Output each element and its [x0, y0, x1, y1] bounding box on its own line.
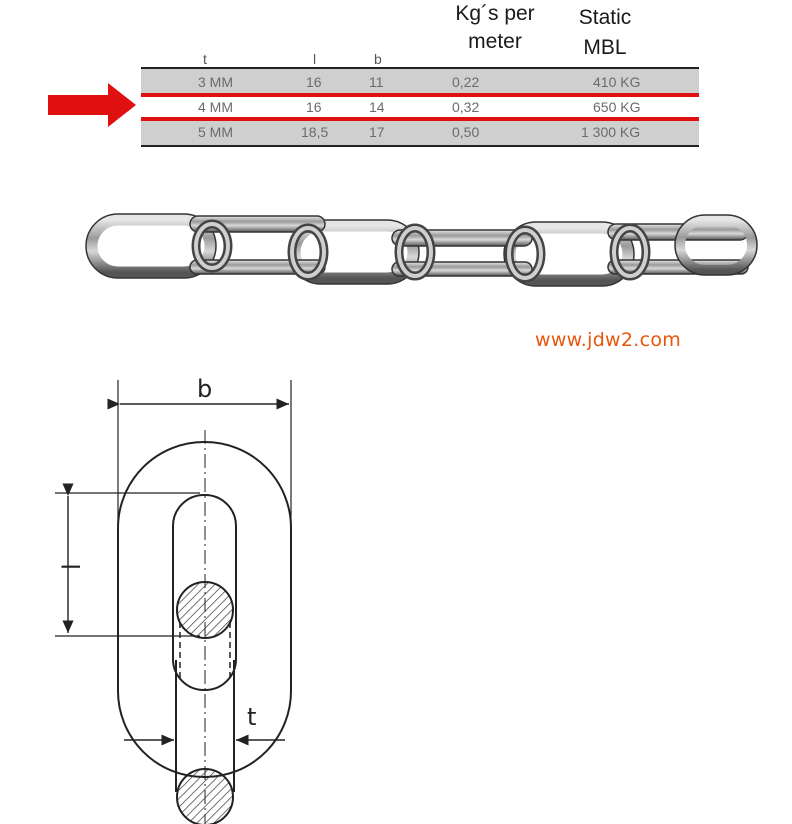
label-l: l	[58, 563, 86, 570]
cell-b: 11	[369, 74, 384, 90]
cell-t: 5 MM	[198, 124, 233, 140]
chain-link-photo	[80, 190, 760, 300]
header-t: t	[203, 51, 207, 67]
website-url: www.jdw2.com	[535, 329, 682, 351]
header-mbl-line1: Static	[578, 6, 632, 29]
header-kg-line2: meter	[468, 30, 522, 53]
header-mbl-line2: MBL	[583, 36, 627, 59]
cell-b: 17	[369, 124, 385, 140]
right-arrow-icon	[48, 83, 138, 127]
cell-mbl: 650 KG	[593, 99, 641, 115]
header-kg-line1: Kg´s per	[455, 2, 535, 25]
label-t: t	[247, 703, 257, 731]
cell-b: 14	[369, 99, 385, 115]
label-b: b	[197, 375, 213, 403]
table-bottom-rule	[141, 145, 699, 147]
spec-table	[0, 0, 792, 160]
table-row-highlighted	[141, 97, 699, 117]
chain-link-diagram	[40, 360, 320, 824]
header-l: l	[313, 51, 317, 67]
cell-t: 3 MM	[198, 74, 233, 90]
cell-kg: 0,22	[452, 74, 480, 90]
cell-l: 16	[306, 74, 322, 90]
cell-l: 18,5	[301, 124, 329, 140]
cell-t: 4 MM	[198, 99, 233, 115]
cell-l: 16	[306, 99, 322, 115]
cell-kg: 0,32	[452, 99, 480, 115]
header-b: b	[374, 51, 382, 67]
cell-mbl: 410 KG	[593, 74, 641, 90]
table-row	[141, 69, 699, 94]
cell-mbl: 1 300 KG	[581, 124, 641, 140]
cell-kg: 0,50	[452, 124, 480, 140]
table-row	[141, 121, 699, 145]
